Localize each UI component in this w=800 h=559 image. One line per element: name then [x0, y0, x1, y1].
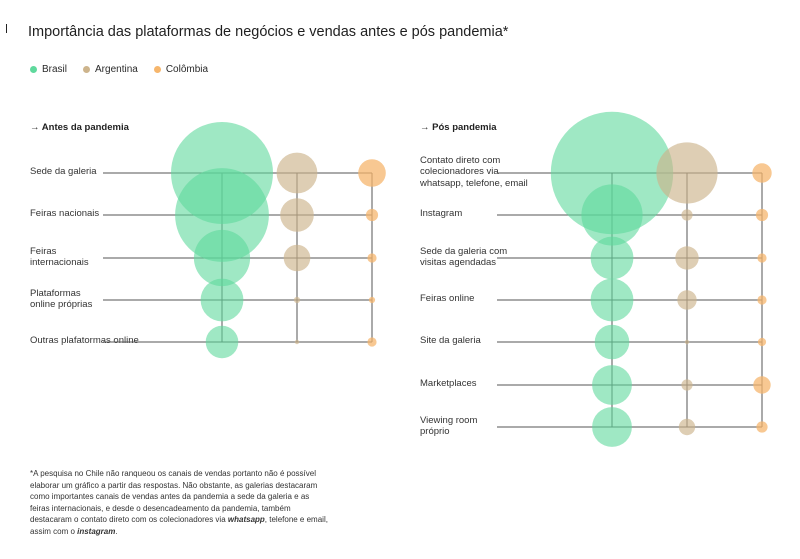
bubble-pos-colmbia-4	[758, 338, 766, 346]
bubble-pos-colmbia-0	[752, 163, 771, 182]
bubble-pos-argentina-0	[656, 142, 717, 203]
category-label-antes-1: Feiras nacionais	[30, 208, 100, 220]
category-label-antes-3: Plataformas online próprias	[30, 287, 93, 310]
bubble-pos-colmbia-2	[757, 253, 766, 262]
category-label-pos-2: Sede da galeria com visitas agendadas	[420, 245, 508, 268]
category-label-pos-0: Contato direto com colecionadores via whatsapp, telefone, email	[420, 154, 528, 189]
legend-label-colombia: Colômbia	[165, 64, 209, 75]
category-label-pos-1: Instagram	[420, 208, 463, 220]
bubble-pos-brasil-5	[592, 365, 632, 405]
bubble-antes-brasil-3	[201, 279, 244, 322]
panel-title-antes: → Antes da pandemia	[30, 122, 129, 133]
bubble-antes-brasil-2	[194, 230, 250, 286]
bubble-pos-brasil-6	[592, 407, 632, 447]
bubble-antes-colmbia-4	[367, 337, 376, 346]
footnote-text-1: *A pesquisa no Chile não ranqueou os canais de vendas portanto não é possível elaborar um gráfico a partir das respostas. Não obstante, as galerias destacaram como importantes canais de vendas antes da pandemia a sede da galeria e as feiras internacionais, e desde o desencadeamento da pandemia, também destacaram o contato direto com os colecionadores via	[30, 469, 318, 525]
category-label-pos-4: Site da galeria	[420, 335, 481, 347]
bubble-pos-brasil-4	[595, 325, 630, 360]
category-label-antes-2: Feiras internacionais	[30, 245, 89, 268]
bubble-pos-colmbia-3	[757, 295, 766, 304]
legend-label-argentina: Argentina	[95, 64, 138, 75]
footnote-text-3: .	[115, 526, 118, 536]
bubble-antes-colmbia-3	[369, 297, 375, 303]
category-label-pos-5: Marketplaces	[420, 378, 477, 390]
footnote-emphasis-1: whatsapp	[227, 515, 265, 525]
category-label-pos-3: Feiras online	[420, 293, 475, 305]
panel-title-pos: → Pós pandemia	[420, 122, 497, 133]
category-label-antes-4: Outras plafatormas online	[30, 335, 139, 347]
bubble-antes-argentina-2	[284, 245, 311, 272]
footnote-text-2: , telefone e email, assim com o	[30, 515, 328, 536]
chart-title: Importância das plataformas de negócios e vendas antes e pós pandemia*	[28, 24, 509, 40]
bubble-pos-brasil-3	[591, 279, 634, 322]
bubble-antes-argentina-3	[294, 297, 300, 303]
bubble-pos-brasil-2	[591, 237, 634, 280]
footnote-emphasis-2: instagram	[77, 526, 116, 536]
bubble-pos-argentina-2	[675, 246, 698, 269]
bubble-pos-colmbia-5	[753, 376, 770, 393]
footnote	[30, 468, 330, 538]
bubble-antes-brasil-4	[206, 326, 239, 359]
category-label-antes-0: Sede da galeria	[30, 166, 97, 178]
bubble-pos-argentina-6	[679, 419, 695, 435]
bubble-antes-colmbia-1	[366, 209, 378, 221]
bubble-antes-argentina-0	[277, 153, 318, 194]
bubble-pos-colmbia-6	[756, 421, 767, 432]
bubble-antes-colmbia-2	[367, 253, 376, 262]
bubble-pos-argentina-5	[681, 379, 692, 390]
bubble-antes-argentina-4	[295, 340, 299, 344]
bubble-pos-brasil-1	[581, 184, 642, 245]
category-label-pos-6: Viewing room próprio	[420, 414, 478, 437]
bubble-pos-colmbia-1	[756, 209, 768, 221]
legend-label-brasil: Brasil	[42, 64, 68, 75]
bubble-pos-argentina-4	[685, 340, 689, 344]
bubble-antes-argentina-1	[280, 198, 314, 232]
bubble-pos-argentina-1	[681, 209, 692, 220]
bubble-pos-argentina-3	[677, 290, 696, 309]
bubble-antes-colmbia-0	[358, 159, 386, 187]
